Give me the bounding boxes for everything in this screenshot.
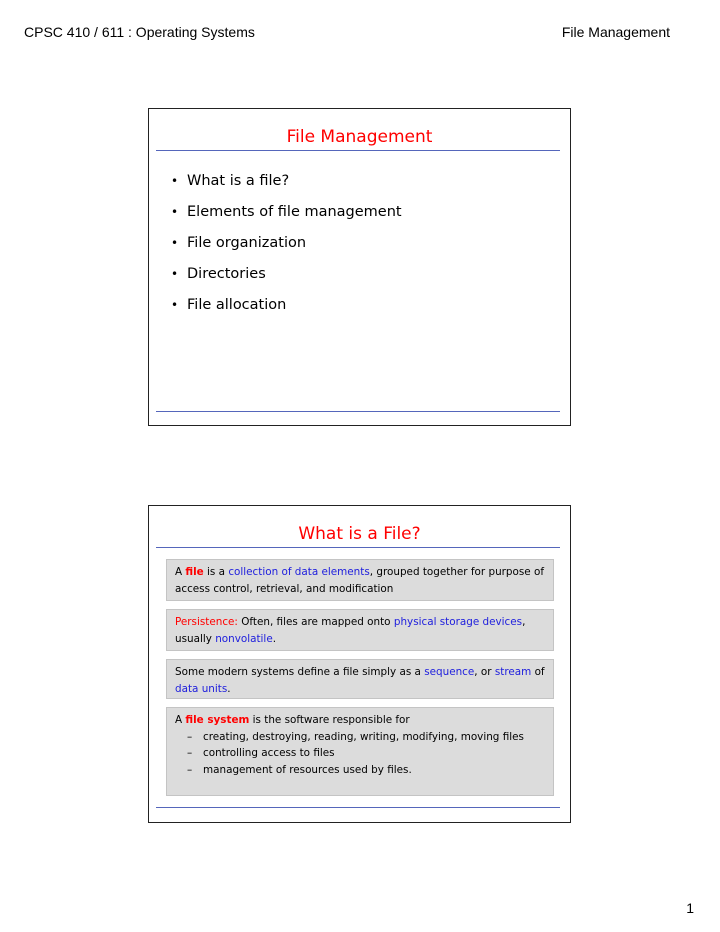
bullet-item: • File allocation (171, 297, 287, 313)
slide-file-management (148, 108, 571, 426)
footer-divider (156, 807, 560, 808)
page-number: 1 (686, 900, 694, 916)
title-divider (156, 150, 560, 151)
bullet-item: • What is a file? (171, 173, 290, 189)
footer-divider (156, 411, 560, 412)
slide-title: What is a File? (298, 524, 421, 544)
bullet-item: • File organization (171, 235, 307, 251)
bullet-icon: • (171, 298, 179, 312)
title-divider (156, 547, 560, 548)
header-course-title: CPSC 410 / 611 : Operating Systems (24, 24, 255, 40)
definition-box-file-system (166, 707, 554, 796)
file-system-intro: A file system is the software responsible for (175, 714, 410, 726)
definition-box-sequence: Some modern systems define a file simply as a sequence, or stream of data units. (166, 659, 554, 699)
sub-bullet: – controlling access to files (187, 747, 335, 759)
definition-box-file: A file is a collection of data elements, grouped together for purpose of access control, retrieval, and modification (166, 559, 554, 601)
bullet-item: • Directories (171, 266, 266, 282)
header-topic: File Management (561, 24, 670, 40)
bullet-icon: • (171, 267, 179, 281)
definition-box-persistence: Persistence: Often, files are mapped onto physical storage devices, usually nonvolatile. (166, 609, 554, 651)
slide-title: File Management (286, 127, 433, 147)
sub-bullet: – creating, destroying, reading, writing, modifying, moving files (187, 730, 524, 743)
bullet-list (171, 171, 402, 326)
sub-bullet: – management of resources used by files. (187, 763, 412, 776)
bullet-icon: • (171, 174, 179, 188)
bullet-icon: • (171, 205, 179, 219)
bullet-item: • Elements of file management (171, 204, 402, 220)
bullet-icon: • (171, 236, 179, 250)
slide-what-is-a-file (148, 505, 571, 823)
